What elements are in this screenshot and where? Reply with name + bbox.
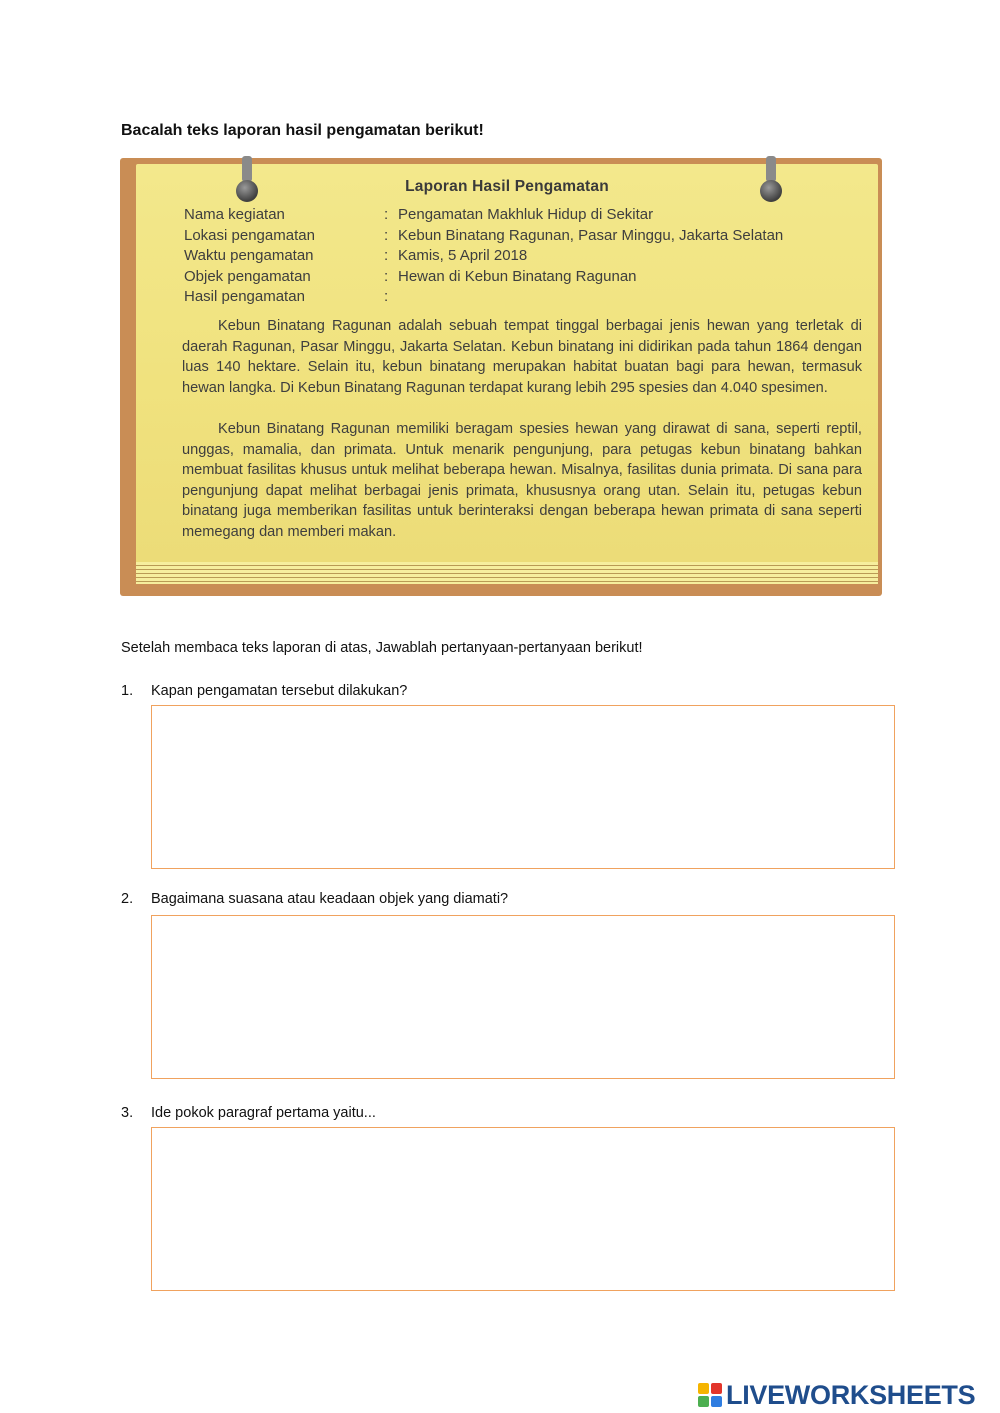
- field-label: Hasil pengamatan: [184, 288, 305, 306]
- answer-box-3[interactable]: [151, 1127, 895, 1291]
- field-value: Kamis, 5 April 2018: [398, 247, 528, 265]
- field-row: [184, 206, 783, 227]
- report-card-page-edges: [136, 562, 878, 584]
- answer-box-1[interactable]: [151, 705, 895, 869]
- question-number: 3.: [121, 1105, 134, 1121]
- field-sep: :: [384, 226, 389, 244]
- mark-square: [711, 1396, 722, 1407]
- field-value: Hewan di Kebun Binatang Ragunan: [398, 267, 637, 285]
- binder-pin-stem-left: [242, 156, 252, 182]
- mark-square: [698, 1383, 709, 1394]
- report-title: Laporan Hasil Pengamatan: [405, 178, 609, 195]
- question-text: Ide pokok paragraf pertama yaitu...: [151, 1105, 376, 1121]
- mark-square: [711, 1383, 722, 1394]
- question-number: 1.: [121, 683, 134, 699]
- report-paragraph-2: Kebun Binatang Ragunan memiliki beragam spesies hewan yang dirawat di sana, seperti reptil, unggas, mamalia, dan primata. Untuk menarik pengunjung, para petugas kebun binatang bahkan membuat fasilitas khusus untuk melihat beberapa hewan. Misalnya, fasilitas dunia primata. Di sana para pengunjung dapat melihat berbagai jenis primata, khususnya orang utan. Selain itu, petugas kebun binatang juga memberikan fasilitas untuk berinteraksi dengan beberapa hewan primata di sana seperti memegang dan memberi makan.: [182, 421, 862, 540]
- question-1: [121, 683, 407, 699]
- question-2: [121, 891, 508, 907]
- field-label: Lokasi pengamatan: [184, 226, 315, 244]
- questions-intro: Setelah membaca teks laporan di atas, Jawablah pertanyaan-pertanyaan berikut!: [121, 640, 643, 656]
- report-fields: [184, 206, 783, 309]
- mark-square: [698, 1396, 709, 1407]
- report-card-paper: [136, 164, 878, 564]
- question-number: 2.: [121, 891, 134, 907]
- binder-pin-left-icon: [236, 180, 258, 202]
- field-row: [184, 227, 783, 248]
- liveworksheets-mark-icon: [698, 1383, 722, 1407]
- question-3: [121, 1105, 376, 1121]
- field-row: [184, 268, 783, 289]
- field-label: Nama kegiatan: [184, 206, 285, 223]
- field-sep: :: [384, 267, 389, 285]
- field-sep: :: [384, 247, 389, 265]
- liveworksheets-logo: [698, 1378, 975, 1412]
- field-sep: :: [384, 206, 389, 223]
- field-row: [184, 288, 783, 309]
- field-value: Pengamatan Makhluk Hidup di Sekitar: [398, 206, 654, 223]
- answer-box-2[interactable]: [151, 915, 895, 1079]
- instruction-heading: Bacalah teks laporan hasil pengamatan berikut!: [121, 122, 484, 139]
- field-sep: :: [384, 288, 389, 306]
- report-card-image: [120, 158, 882, 596]
- question-text: Bagaimana suasana atau keadaan objek yang diamati?: [151, 891, 509, 907]
- field-value: Kebun Binatang Ragunan, Pasar Minggu, Jakarta Selatan: [398, 226, 784, 244]
- question-text: Kapan pengamatan tersebut dilakukan?: [151, 683, 408, 699]
- binder-pin-stem-right: [766, 156, 776, 182]
- field-label: Waktu pengamatan: [184, 247, 314, 265]
- field-label: Objek pengamatan: [184, 267, 311, 285]
- brand-name: LIVEWORKSHEETS: [726, 1379, 976, 1410]
- field-row: [184, 247, 783, 268]
- binder-pin-right-icon: [760, 180, 782, 202]
- report-paragraph-1: Kebun Binatang Ragunan adalah sebuah tempat tinggal berbagai jenis hewan yang terletak di daerah Ragunan, Pasar Minggu, Jakarta Selatan. Kebun binatang ini didirikan pada tahun 1864 dengan luas 140 hektare. Selain itu, kebun binatang merupakan habitat buatan bagi para hewan, termasuk hewan langka. Di Kebun Binatang Ragunan terdapat kurang lebih 295 spesies dan 4.040 spesimen.: [182, 318, 862, 396]
